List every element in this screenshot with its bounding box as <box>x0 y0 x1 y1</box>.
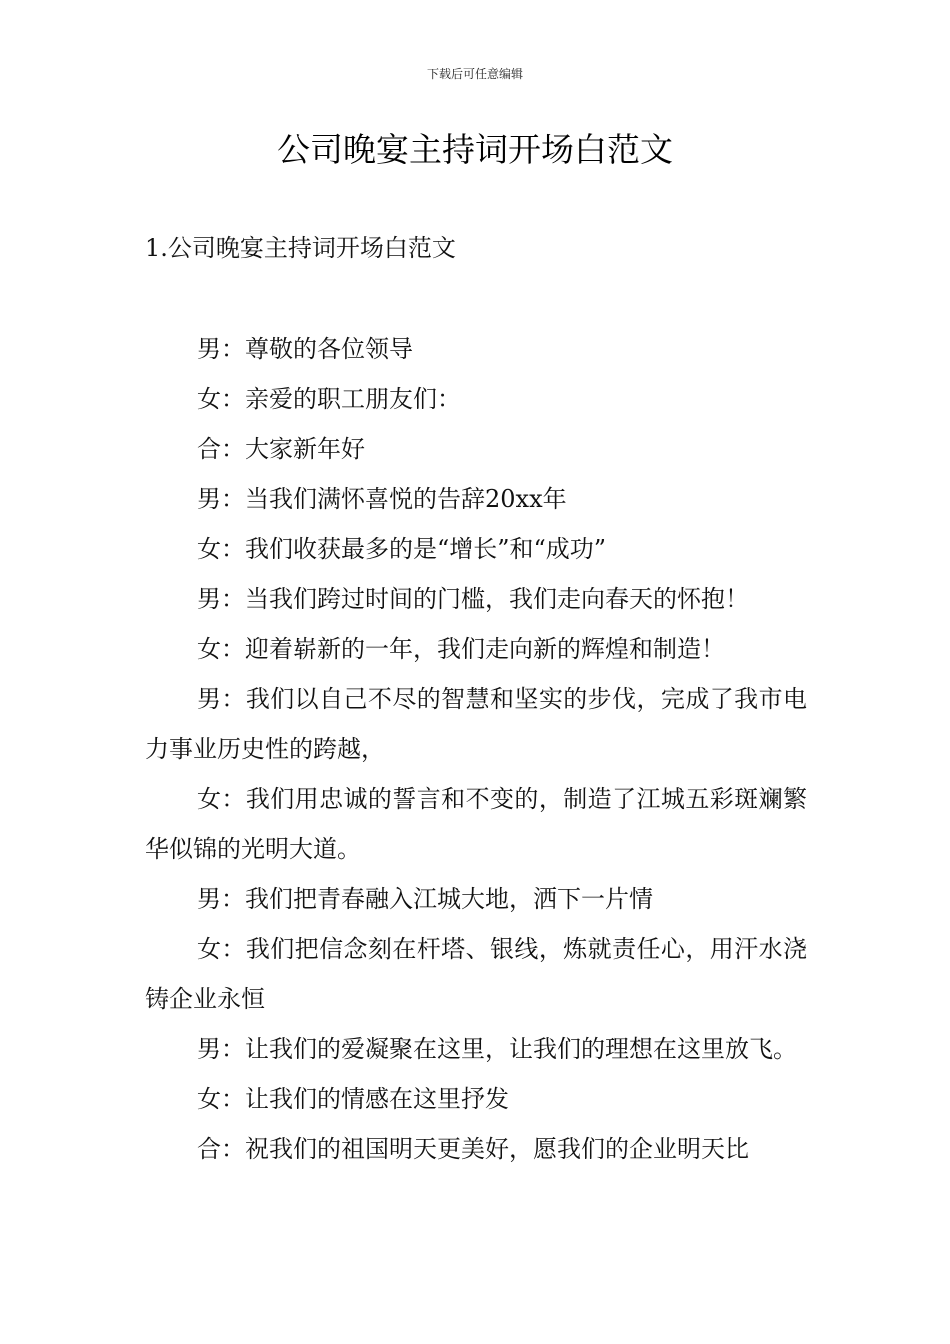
dialogue-line: 合：祝我们的祖国明天更美好，愿我们的企业明天比 <box>197 1135 749 1163</box>
dialogue-line: 男：尊敬的各位领导 <box>197 335 413 363</box>
dialogue-line: 合：大家新年好 <box>197 435 365 463</box>
dialogue-line: 男：让我们的爱凝聚在这里，让我们的理想在这里放飞。 <box>197 1035 797 1063</box>
page-header-note: 下载后可任意编辑 <box>426 67 523 81</box>
dialogue-line: 女：迎着崭新的一年，我们走向新的辉煌和制造！ <box>197 635 725 663</box>
dialogue-line: 男：我们以自己不尽的智慧和坚实的步伐，完成了我市电力事业历史性的跨越， <box>145 685 807 763</box>
dialogue-line: 女：亲爱的职工朋友们： <box>197 385 461 413</box>
dialogue-line: 女：我们用忠诚的誓言和不变的，制造了江城五彩斑斓繁华似锦的光明大道。 <box>145 785 807 863</box>
dialogue-line: 女：我们把信念刻在杆塔、银线，炼就责任心，用汗水浇铸企业永恒 <box>145 935 807 1013</box>
section-heading: 1.公司晚宴主持词开场白范文 <box>145 234 456 262</box>
dialogue-line: 男：当我们跨过时间的门槛，我们走向春天的怀抱！ <box>197 585 749 613</box>
dialogue-body <box>145 324 807 1174</box>
dialogue-line: 女：让我们的情感在这里抒发 <box>197 1085 509 1113</box>
document-title: 公司晚宴主持词开场白范文 <box>277 130 673 169</box>
dialogue-line: 女：我们收获最多的是“增长”和“成功” <box>197 535 607 563</box>
dialogue-line: 男：我们把青春融入江城大地，洒下一片情 <box>197 885 653 913</box>
dialogue-line: 男：当我们满怀喜悦的告辞20xx年 <box>197 485 567 513</box>
